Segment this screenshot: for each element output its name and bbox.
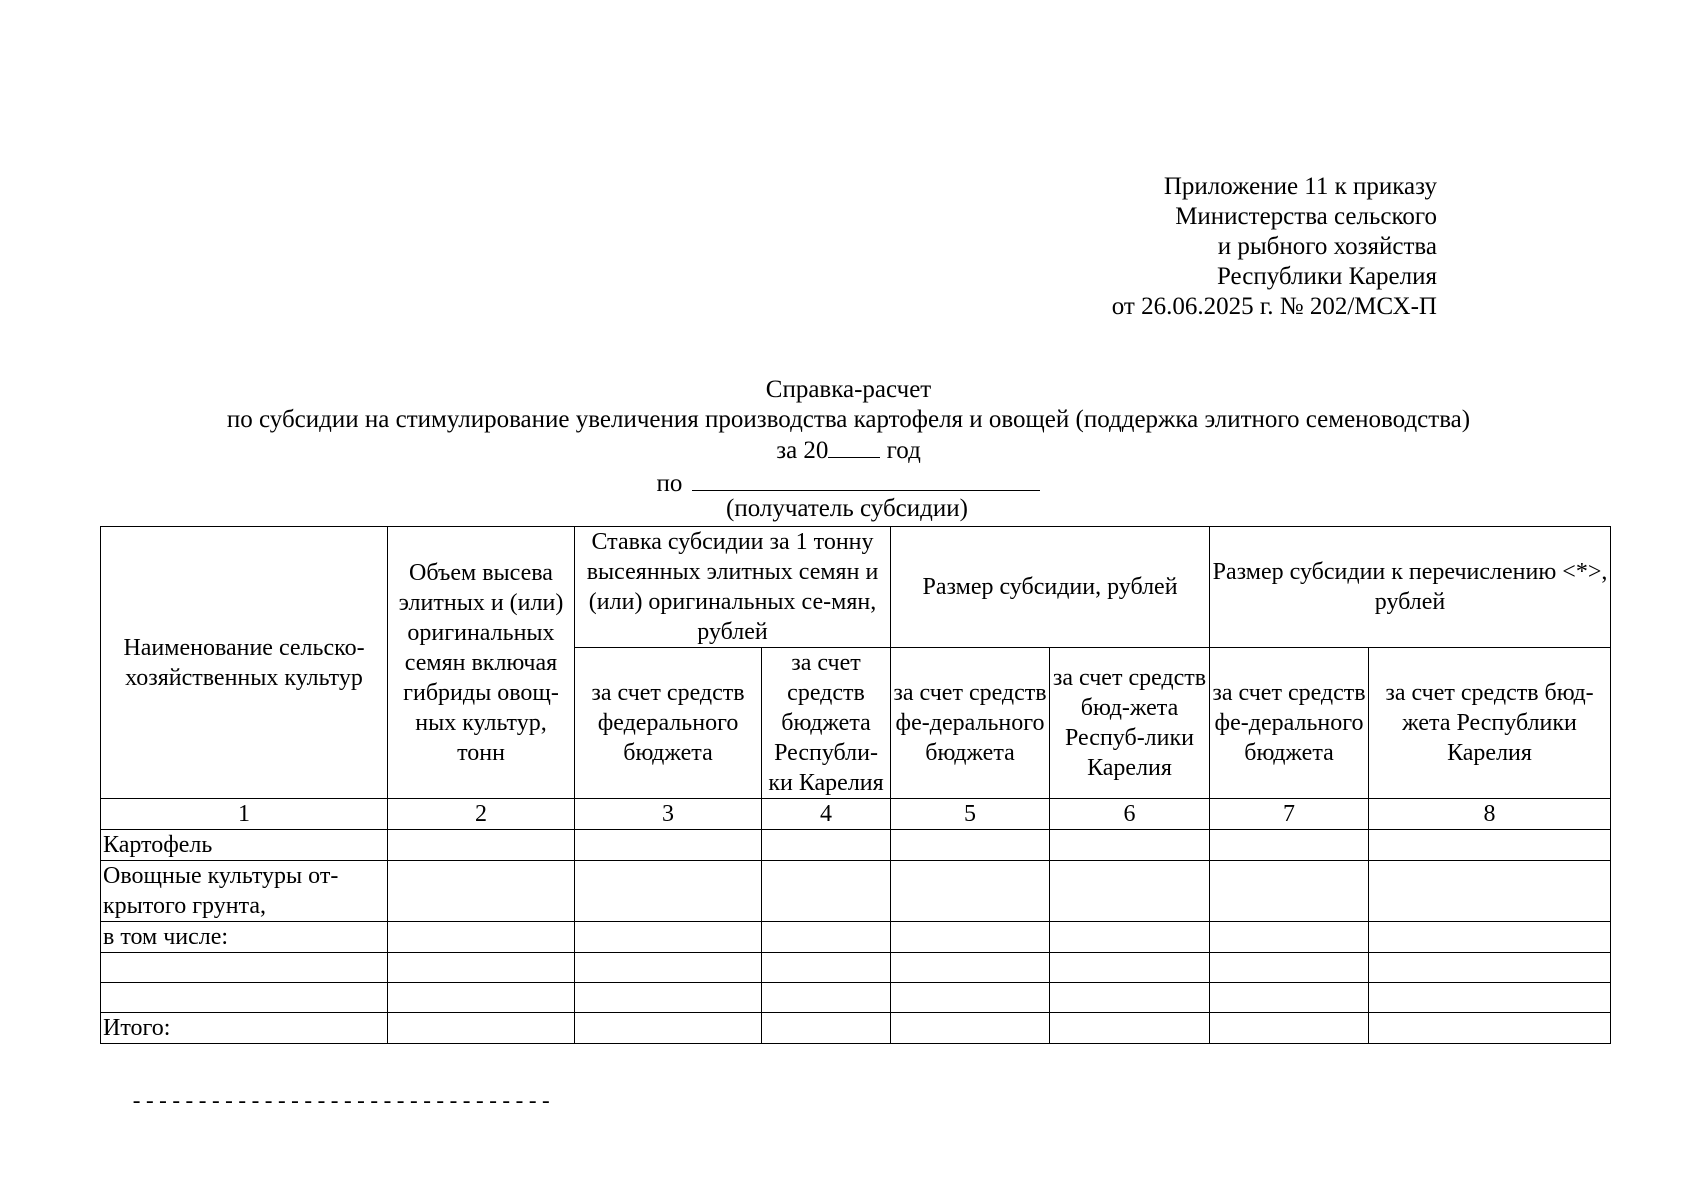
table-cell[interactable] (1050, 983, 1210, 1013)
table-cell[interactable] (1050, 953, 1210, 983)
table-cell[interactable] (891, 1013, 1050, 1044)
column-number: 5 (891, 799, 1050, 830)
header-subsidy-size: Размер субсидии, рублей (891, 527, 1210, 648)
table-cell[interactable] (762, 1013, 891, 1044)
column-number: 2 (388, 799, 575, 830)
table-cell[interactable] (1210, 830, 1369, 861)
table-cell[interactable] (388, 861, 575, 922)
row-label: Картофель (101, 830, 388, 861)
table-cell[interactable] (891, 922, 1050, 953)
footnote-separator: -------------------------------- (130, 1090, 553, 1115)
header-transfer-federal: за счет средств фе-дерального бюджета (1210, 648, 1369, 799)
row-label: Овощные культуры от-крытого грунта, (101, 861, 388, 922)
table-cell[interactable] (575, 953, 762, 983)
year-blank-field[interactable] (828, 435, 880, 458)
table-row (101, 861, 1611, 922)
document-title-block (0, 375, 1697, 499)
row-label[interactable] (101, 983, 388, 1013)
year-suffix: год (880, 437, 921, 464)
header-transfer-regional: за счет средств бюд-жета Республики Карелия (1369, 648, 1611, 799)
table-cell[interactable] (762, 861, 891, 922)
table-cell[interactable] (891, 830, 1050, 861)
column-number: 1 (101, 799, 388, 830)
subsidy-table (100, 526, 1611, 1044)
table-cell[interactable] (891, 861, 1050, 922)
table-cell[interactable] (388, 953, 575, 983)
table-cell[interactable] (388, 983, 575, 1013)
table-row-total (101, 1013, 1611, 1044)
table-cell[interactable] (762, 953, 891, 983)
table-cell[interactable] (1050, 922, 1210, 953)
table-cell[interactable] (1050, 861, 1210, 922)
header-size-regional: за счет средств бюд-жета Респуб-лики Карелия (1050, 648, 1210, 799)
table-cell[interactable] (1369, 983, 1611, 1013)
appendix-block (1112, 172, 1437, 322)
table-cell[interactable] (1050, 1013, 1210, 1044)
table-cell[interactable] (388, 830, 575, 861)
appendix-line: Приложение 11 к приказу (1163, 173, 1437, 200)
table-cell[interactable] (1210, 983, 1369, 1013)
row-label: в том числе: (101, 922, 388, 953)
table-cell[interactable] (1210, 861, 1369, 922)
table-cell[interactable] (1369, 1013, 1611, 1044)
appendix-line: от 26.06.2025 г. № 202/МСХ-П (1111, 293, 1437, 320)
table-row (101, 953, 1611, 983)
table-cell[interactable] (1369, 953, 1611, 983)
header-rate-regional: за счет средств бюджета Республи-ки Карелия (762, 648, 891, 799)
table-cell[interactable] (575, 922, 762, 953)
table-cell[interactable] (575, 983, 762, 1013)
table-cell[interactable] (1210, 1013, 1369, 1044)
header-subsidy-transfer: Размер субсидии к перечислению <*>, рублей (1210, 527, 1611, 648)
table-cell[interactable] (1369, 830, 1611, 861)
column-number: 8 (1369, 799, 1611, 830)
table-cell[interactable] (575, 861, 762, 922)
recipient-blank-field[interactable] (692, 466, 1040, 491)
header-seeding-volume: Объем высева элитных и (или) оригинальных семян включая гибриды овощ-ных культур, тонн (388, 527, 575, 799)
column-number: 7 (1210, 799, 1369, 830)
row-label: Итого: (101, 1013, 388, 1044)
table-cell[interactable] (388, 922, 575, 953)
table-cell[interactable] (575, 830, 762, 861)
column-number: 3 (575, 799, 762, 830)
document-title: Справка-расчет (765, 376, 932, 403)
table-cell[interactable] (1210, 953, 1369, 983)
header-size-federal: за счет средств фе-дерального бюджета (891, 648, 1050, 799)
year-prefix: за 20 (776, 437, 829, 464)
table-row (101, 983, 1611, 1013)
table-cell[interactable] (1369, 922, 1611, 953)
row-label[interactable] (101, 953, 388, 983)
appendix-line: Министерства сельского (1175, 203, 1437, 230)
recipient-caption: (получатель субсидии) (726, 495, 968, 522)
column-number: 4 (762, 799, 891, 830)
column-number: 6 (1050, 799, 1210, 830)
table-cell[interactable] (575, 1013, 762, 1044)
column-number-row (101, 799, 1611, 830)
recipient-prefix: по (656, 470, 683, 497)
header-rate-federal: за счет средств федерального бюджета (575, 648, 762, 799)
appendix-line: и рыбного хозяйства (1217, 233, 1437, 260)
table-cell[interactable] (762, 983, 891, 1013)
table-row (101, 830, 1611, 861)
year-line (0, 435, 1697, 466)
header-subsidy-rate: Ставка субсидии за 1 тонну высеянных элитных семян и (или) оригинальных се-мян, рублей (575, 527, 891, 648)
table-cell[interactable] (1369, 861, 1611, 922)
table-cell[interactable] (762, 830, 891, 861)
table-cell[interactable] (891, 983, 1050, 1013)
table-cell[interactable] (1210, 922, 1369, 953)
header-crop-name: Наименование сельско-хозяйственных культур (101, 527, 388, 799)
appendix-line: Республики Карелия (1216, 263, 1437, 290)
table-cell[interactable] (1050, 830, 1210, 861)
table-cell[interactable] (762, 922, 891, 953)
table-cell[interactable] (891, 953, 1050, 983)
table-row (101, 922, 1611, 953)
document-subtitle: по субсидии на стимулирование увеличения производства картофеля и овощей (поддержка элитного семеноводства) (226, 406, 1471, 433)
table-cell[interactable] (388, 1013, 575, 1044)
